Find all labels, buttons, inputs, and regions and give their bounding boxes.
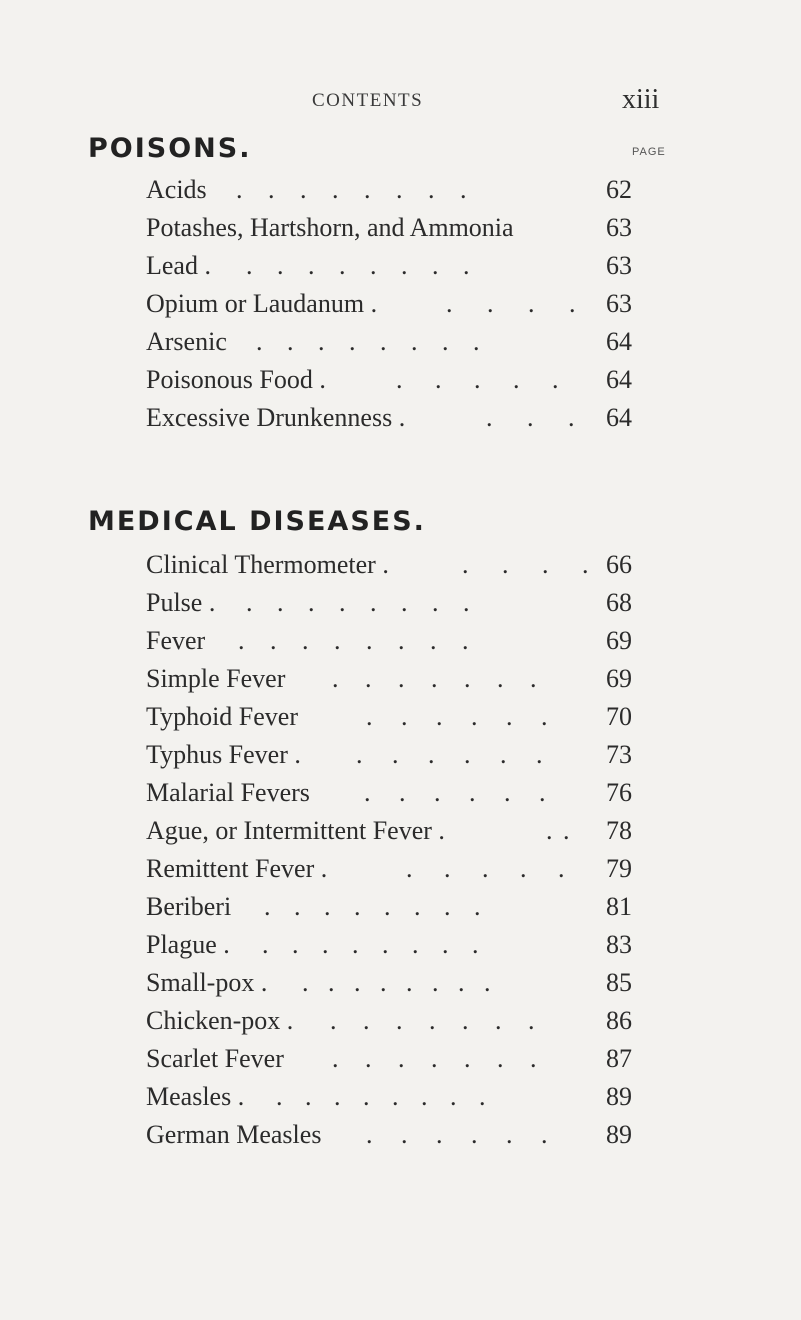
toc-entry-title: Plague . xyxy=(146,930,230,959)
toc-entry[interactable] xyxy=(146,286,656,322)
dot-leader: . . . . xyxy=(446,289,576,318)
running-head xyxy=(0,84,801,124)
dot-leader: . . . . . xyxy=(406,854,565,883)
dot-leader: . . . . . . xyxy=(366,1120,548,1149)
dot-leader: . . . . . . . . xyxy=(276,1082,486,1111)
dot-leader: . . . . . . . . xyxy=(236,175,467,204)
toc-entry-title: Lead . xyxy=(146,251,211,280)
toc-entry-page: 63 xyxy=(606,213,632,242)
toc-entry-page: 64 xyxy=(606,403,632,432)
toc-entry-title: Simple Fever xyxy=(146,664,286,693)
toc-entry[interactable] xyxy=(146,1117,656,1153)
toc-entry-title: Fever xyxy=(146,626,206,655)
toc-entry-page: 69 xyxy=(606,664,632,693)
toc-entry[interactable] xyxy=(146,324,656,360)
toc-entry-title: Ague, or Intermittent Fever . xyxy=(146,816,445,845)
dot-leader: . . . . . . . . xyxy=(238,626,469,655)
dot-leader: . . . . . . . xyxy=(332,664,537,693)
toc-entry-page: 83 xyxy=(606,930,632,959)
dot-leader: . . xyxy=(546,816,570,845)
toc-entry-title: Typhus Fever . xyxy=(146,740,301,769)
running-head-title: CONTENTS xyxy=(312,90,424,111)
toc-entry[interactable] xyxy=(146,1041,656,1077)
toc-entry-title: Small-pox . xyxy=(146,968,268,997)
toc-entry[interactable] xyxy=(146,813,656,849)
toc-entry-title: Scarlet Fever xyxy=(146,1044,284,1073)
toc-entry-page: 85 xyxy=(606,968,632,997)
toc-entry[interactable] xyxy=(146,737,656,773)
toc-entry-page: 68 xyxy=(606,588,632,617)
toc-entry[interactable] xyxy=(146,210,656,246)
toc-entry-title: Arsenic xyxy=(146,327,227,356)
toc-entry[interactable] xyxy=(146,623,656,659)
toc-entry[interactable] xyxy=(146,699,656,735)
dot-leader: . . . . . . . xyxy=(330,1006,535,1035)
toc-entry[interactable] xyxy=(146,1079,656,1115)
toc-entry-page: 78 xyxy=(606,816,632,845)
toc-entry[interactable] xyxy=(146,927,656,963)
toc-entry-title: Pulse . xyxy=(146,588,216,617)
toc-entry-page: 63 xyxy=(606,251,632,280)
toc-entry[interactable] xyxy=(146,851,656,887)
toc-entry-title: Remittent Fever . xyxy=(146,854,328,883)
toc-entry-page: 79 xyxy=(606,854,632,883)
toc-entry[interactable] xyxy=(146,172,656,208)
toc-entry-title: Measles . xyxy=(146,1082,245,1111)
dot-leader: . . . . . . xyxy=(356,740,543,769)
dot-leader: . . . . . . . . xyxy=(262,930,479,959)
toc-entry-page: 63 xyxy=(606,289,632,318)
dot-leader: . . . xyxy=(486,403,575,432)
running-head-page-number: xiii xyxy=(622,84,660,115)
toc-entry[interactable] xyxy=(146,1003,656,1039)
toc-entry-page: 62 xyxy=(606,175,632,204)
dot-leader: . . . . . . . xyxy=(332,1044,537,1073)
toc-entry-title: Opium or Laudanum . xyxy=(146,289,378,318)
toc-entry-page: 69 xyxy=(606,626,632,655)
dot-leader: . . . . . . xyxy=(366,702,548,731)
toc-entry-title: Clinical Thermometer . xyxy=(146,550,389,579)
section-heading: POISONS. xyxy=(88,133,252,164)
toc-entry-page: 89 xyxy=(606,1120,632,1149)
toc-entry-page: 81 xyxy=(606,892,632,921)
toc-entry[interactable] xyxy=(146,585,656,621)
toc-entry[interactable] xyxy=(146,661,656,697)
toc-entry-title: Acids xyxy=(146,175,207,204)
dot-leader: . . . . xyxy=(462,550,589,579)
toc-entry-page: 76 xyxy=(606,778,632,807)
section-heading: MEDICAL DISEASES. xyxy=(88,506,426,537)
dot-leader: . . . . . . . . xyxy=(256,327,480,356)
toc-entry[interactable] xyxy=(146,248,656,284)
toc-entry-page: 87 xyxy=(606,1044,632,1073)
toc-entry-page: 73 xyxy=(606,740,632,769)
toc-entry-page: 86 xyxy=(606,1006,632,1035)
toc-entry-page: 89 xyxy=(606,1082,632,1111)
dot-leader: . . . . . . . . xyxy=(246,588,470,617)
page-column-label: PAGE xyxy=(632,146,666,158)
toc-entry[interactable] xyxy=(146,547,656,583)
toc-entry[interactable] xyxy=(146,775,656,811)
dot-leader: . . . . . . . . xyxy=(302,968,491,997)
toc-entry-title: Beriberi xyxy=(146,892,232,921)
toc-entry-page: 70 xyxy=(606,702,632,731)
toc-entry[interactable] xyxy=(146,400,656,436)
toc-entry-title: Malarial Fevers xyxy=(146,778,310,807)
toc-entry-title: Chicken-pox . xyxy=(146,1006,294,1035)
toc-entry[interactable] xyxy=(146,362,656,398)
toc-entry-title: Potashes, Hartshorn, and Ammonia xyxy=(146,213,514,242)
toc-entry-title: Poisonous Food . xyxy=(146,365,326,394)
toc-entry-title: Excessive Drunkenness . xyxy=(146,403,406,432)
toc-entry[interactable] xyxy=(146,889,656,925)
dot-leader: . . . . . . . . xyxy=(264,892,481,921)
toc-entry[interactable] xyxy=(146,965,656,1001)
toc-entry-title: German Measles xyxy=(146,1120,322,1149)
toc-entry-title: Typhoid Fever xyxy=(146,702,298,731)
dot-leader: . . . . . . . . xyxy=(246,251,470,280)
toc-entry-page: 64 xyxy=(606,327,632,356)
toc-entry-page: 64 xyxy=(606,365,632,394)
dot-leader: . . . . . . xyxy=(364,778,546,807)
dot-leader: . . . . . xyxy=(396,365,559,394)
toc-entry-page: 66 xyxy=(606,550,632,579)
